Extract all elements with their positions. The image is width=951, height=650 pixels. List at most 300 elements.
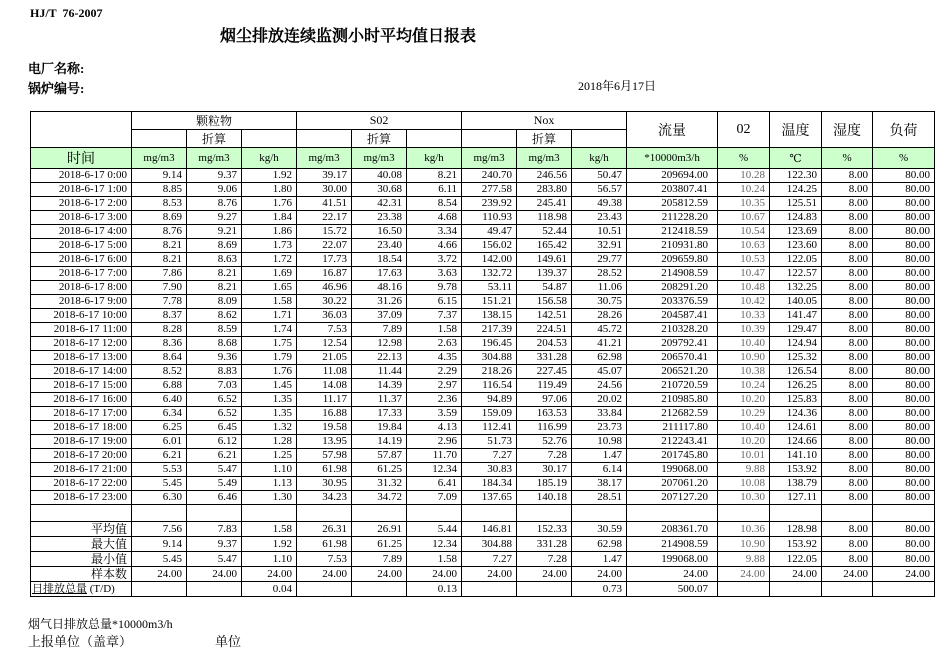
value-cell: 201745.80: [627, 449, 718, 463]
o2-unit-cell: %: [718, 148, 770, 169]
value-cell: [352, 582, 407, 597]
value-cell: 1.84: [242, 211, 297, 225]
standard-number: HJ/T 76-2007: [30, 6, 103, 20]
value-cell: 141.47: [770, 309, 822, 323]
value-cell: 212243.41: [627, 435, 718, 449]
value-cell: 204.53: [517, 337, 572, 351]
value-cell: 22.17: [297, 211, 352, 225]
value-cell: 6.21: [187, 449, 242, 463]
value-cell: 1.32: [242, 421, 297, 435]
value-cell: 28.52: [572, 267, 627, 281]
value-cell: 0.04: [242, 582, 297, 597]
value-cell: 80.00: [873, 323, 935, 337]
value-cell: 211228.20: [627, 211, 718, 225]
value-cell: 61.25: [352, 463, 407, 477]
value-cell: 331.28: [517, 351, 572, 365]
value-cell: 23.40: [352, 239, 407, 253]
value-cell: 277.58: [462, 183, 517, 197]
value-cell: 8.00: [822, 351, 873, 365]
value-cell: 1.58: [407, 552, 462, 567]
value-cell: 10.24: [718, 183, 770, 197]
value-cell: 10.54: [718, 225, 770, 239]
value-cell: 8.64: [132, 351, 187, 365]
value-cell: 10.36: [718, 522, 770, 537]
value-cell: 30.59: [572, 522, 627, 537]
value-cell: 41.51: [297, 197, 352, 211]
value-cell: 10.42: [718, 295, 770, 309]
value-cell: 209792.41: [627, 337, 718, 351]
value-cell: 8.21: [407, 169, 462, 183]
value-cell: 122.30: [770, 169, 822, 183]
data-row: [31, 169, 935, 183]
time-cell: 2018-6-17 23:00: [31, 491, 132, 505]
value-cell: 124.66: [770, 435, 822, 449]
value-cell: 112.41: [462, 421, 517, 435]
empty-cell: [770, 505, 822, 522]
value-cell: 126.25: [770, 379, 822, 393]
value-cell: 10.08: [718, 477, 770, 491]
value-cell: 10.63: [718, 239, 770, 253]
summary-label-cell: 平均值: [31, 522, 132, 537]
value-cell: 122.05: [770, 253, 822, 267]
value-cell: [718, 582, 770, 597]
value-cell: 45.72: [572, 323, 627, 337]
value-cell: 5.47: [187, 552, 242, 567]
value-cell: 8.53: [132, 197, 187, 211]
value-cell: 207061.20: [627, 477, 718, 491]
value-cell: 24.00: [822, 567, 873, 582]
value-cell: 1.69: [242, 267, 297, 281]
value-cell: 37.09: [352, 309, 407, 323]
value-cell: 206521.20: [627, 365, 718, 379]
value-cell: 204587.41: [627, 309, 718, 323]
value-cell: 10.35: [718, 197, 770, 211]
value-cell: 54.87: [517, 281, 572, 295]
value-cell: 1.13: [242, 477, 297, 491]
value-cell: 13.95: [297, 435, 352, 449]
value-cell: 53.11: [462, 281, 517, 295]
value-cell: 3.34: [407, 225, 462, 239]
humidity-unit-cell: %: [822, 148, 873, 169]
value-cell: 80.00: [873, 267, 935, 281]
empty-cell: [572, 130, 627, 148]
value-cell: 94.89: [462, 393, 517, 407]
value-cell: 208361.70: [627, 522, 718, 537]
value-cell: 80.00: [873, 379, 935, 393]
unit-label: 单位: [215, 634, 242, 649]
value-cell: 159.09: [462, 407, 517, 421]
value-cell: 80.00: [873, 463, 935, 477]
value-cell: 80.00: [873, 407, 935, 421]
temperature-header: 温度: [770, 112, 822, 148]
value-cell: 118.98: [517, 211, 572, 225]
value-cell: 10.01: [718, 449, 770, 463]
value-cell: 24.00: [132, 567, 187, 582]
value-cell: 10.90: [718, 537, 770, 552]
humidity-header: 湿度: [822, 112, 873, 148]
value-cell: 12.98: [352, 337, 407, 351]
group-header-nox: Nox: [462, 112, 627, 130]
value-cell: 8.00: [822, 407, 873, 421]
data-row: [31, 449, 935, 463]
value-cell: 12.54: [297, 337, 352, 351]
value-cell: 12.34: [407, 463, 462, 477]
time-cell: 2018-6-17 14:00: [31, 365, 132, 379]
value-cell: 211117.80: [627, 421, 718, 435]
empty-cell: [352, 505, 407, 522]
value-cell: 10.39: [718, 323, 770, 337]
value-cell: [132, 582, 187, 597]
value-cell: 218.26: [462, 365, 517, 379]
value-cell: 8.00: [822, 393, 873, 407]
value-cell: 4.66: [407, 239, 462, 253]
value-cell: 10.20: [718, 393, 770, 407]
plant-name-label: 电厂名称:: [28, 61, 85, 76]
value-cell: 124.36: [770, 407, 822, 421]
group-header-so2: S02: [297, 112, 462, 130]
empty-cell: [407, 130, 462, 148]
value-cell: 7.09: [407, 491, 462, 505]
value-cell: 214908.59: [627, 267, 718, 281]
value-cell: 80.00: [873, 211, 935, 225]
time-cell: 2018-6-17 16:00: [31, 393, 132, 407]
value-cell: 7.27: [462, 552, 517, 567]
value-cell: 62.98: [572, 351, 627, 365]
value-cell: 126.54: [770, 365, 822, 379]
value-cell: [770, 582, 822, 597]
empty-cell: [242, 130, 297, 148]
empty-cell: [297, 505, 352, 522]
value-cell: 8.00: [822, 281, 873, 295]
value-cell: 8.36: [132, 337, 187, 351]
unit-cell: mg/m3: [187, 148, 242, 169]
value-cell: [297, 582, 352, 597]
flow-unit-cell: *10000m3/h: [627, 148, 718, 169]
summary-row: [31, 567, 935, 582]
value-cell: 80.00: [873, 491, 935, 505]
value-cell: 1.65: [242, 281, 297, 295]
value-cell: 12.34: [407, 537, 462, 552]
value-cell: 8.54: [407, 197, 462, 211]
value-cell: 224.51: [517, 323, 572, 337]
value-cell: 15.72: [297, 225, 352, 239]
value-cell: 6.30: [132, 491, 187, 505]
unit-cell: mg/m3: [132, 148, 187, 169]
value-cell: 8.37: [132, 309, 187, 323]
value-cell: 11.44: [352, 365, 407, 379]
value-cell: 1.35: [242, 407, 297, 421]
value-cell: 140.18: [517, 491, 572, 505]
value-cell: 132.25: [770, 281, 822, 295]
time-cell: 2018-6-17 4:00: [31, 225, 132, 239]
time-header-cell: 时间: [31, 148, 132, 169]
value-cell: 9.27: [187, 211, 242, 225]
empty-cell: [31, 505, 132, 522]
value-cell: 8.00: [822, 477, 873, 491]
data-row: [31, 267, 935, 281]
value-cell: 8.69: [132, 211, 187, 225]
value-cell: 30.68: [352, 183, 407, 197]
data-row: [31, 337, 935, 351]
value-cell: 146.81: [462, 522, 517, 537]
value-cell: 80.00: [873, 295, 935, 309]
value-cell: 8.28: [132, 323, 187, 337]
value-cell: 8.00: [822, 552, 873, 567]
value-cell: 1.10: [242, 463, 297, 477]
empty-cell: [873, 505, 935, 522]
value-cell: 140.05: [770, 295, 822, 309]
data-row: [31, 379, 935, 393]
value-cell: 7.86: [132, 267, 187, 281]
value-cell: 1.76: [242, 365, 297, 379]
value-cell: 196.45: [462, 337, 517, 351]
value-cell: 24.00: [572, 567, 627, 582]
value-cell: 208291.20: [627, 281, 718, 295]
value-cell: 6.15: [407, 295, 462, 309]
value-cell: 16.88: [297, 407, 352, 421]
value-cell: 139.37: [517, 267, 572, 281]
value-cell: 19.84: [352, 421, 407, 435]
value-cell: 9.78: [407, 281, 462, 295]
value-cell: 141.10: [770, 449, 822, 463]
value-cell: 9.21: [187, 225, 242, 239]
value-cell: 23.73: [572, 421, 627, 435]
value-cell: 304.88: [462, 351, 517, 365]
time-cell: 2018-6-17 21:00: [31, 463, 132, 477]
value-cell: 22.13: [352, 351, 407, 365]
value-cell: 5.44: [407, 522, 462, 537]
empty-cell: [517, 505, 572, 522]
empty-cell: [132, 505, 187, 522]
value-cell: 5.47: [187, 463, 242, 477]
value-cell: 6.88: [132, 379, 187, 393]
value-cell: 24.56: [572, 379, 627, 393]
value-cell: 125.51: [770, 197, 822, 211]
value-cell: 1.45: [242, 379, 297, 393]
report-date: 2018年6月17日: [578, 79, 657, 93]
time-cell: 2018-6-17 7:00: [31, 267, 132, 281]
value-cell: 10.28: [718, 169, 770, 183]
value-cell: 156.58: [517, 295, 572, 309]
data-row: [31, 211, 935, 225]
value-cell: 1.35: [242, 393, 297, 407]
value-cell: 199068.00: [627, 552, 718, 567]
value-cell: 6.21: [132, 449, 187, 463]
value-cell: 61.98: [297, 463, 352, 477]
value-cell: 239.92: [462, 197, 517, 211]
load-header: 负荷: [873, 112, 935, 148]
value-cell: 42.31: [352, 197, 407, 211]
value-cell: 10.29: [718, 407, 770, 421]
value-cell: 80.00: [873, 225, 935, 239]
value-cell: 122.57: [770, 267, 822, 281]
data-row: [31, 421, 935, 435]
value-cell: 1.28: [242, 435, 297, 449]
value-cell: 5.45: [132, 477, 187, 491]
empty-cell: [242, 505, 297, 522]
value-cell: 5.49: [187, 477, 242, 491]
value-cell: 7.28: [517, 449, 572, 463]
value-cell: 149.61: [517, 253, 572, 267]
value-cell: 1.92: [242, 537, 297, 552]
value-cell: 24.00: [770, 567, 822, 582]
value-cell: 8.62: [187, 309, 242, 323]
value-cell: 214908.59: [627, 537, 718, 552]
value-cell: 80.00: [873, 309, 935, 323]
value-cell: 80.00: [873, 169, 935, 183]
value-cell: 185.19: [517, 477, 572, 491]
value-cell: 40.08: [352, 169, 407, 183]
empty-cell: [462, 130, 517, 148]
value-cell: 49.47: [462, 225, 517, 239]
daily-total-label-suffix: (T/D): [87, 582, 115, 595]
value-cell: 80.00: [873, 183, 935, 197]
value-cell: 39.17: [297, 169, 352, 183]
value-cell: 6.12: [187, 435, 242, 449]
value-cell: 26.91: [352, 522, 407, 537]
value-cell: 8.00: [822, 379, 873, 393]
value-cell: 10.48: [718, 281, 770, 295]
unit-cell: mg/m3: [517, 148, 572, 169]
value-cell: 9.37: [187, 169, 242, 183]
value-cell: 80.00: [873, 449, 935, 463]
value-cell: 212418.59: [627, 225, 718, 239]
value-cell: 31.26: [352, 295, 407, 309]
value-cell: 203376.59: [627, 295, 718, 309]
value-cell: 1.47: [572, 552, 627, 567]
value-cell: 8.00: [822, 435, 873, 449]
summary-row: [31, 522, 935, 537]
value-cell: 17.73: [297, 253, 352, 267]
data-row: [31, 435, 935, 449]
value-cell: 217.39: [462, 323, 517, 337]
value-cell: 210985.80: [627, 393, 718, 407]
value-cell: 8.52: [132, 365, 187, 379]
value-cell: 1.10: [242, 552, 297, 567]
value-cell: 1.30: [242, 491, 297, 505]
value-cell: 6.14: [572, 463, 627, 477]
value-cell: 1.47: [572, 449, 627, 463]
empty-cell: [627, 505, 718, 522]
value-cell: 6.52: [187, 407, 242, 421]
value-cell: 24.00: [873, 567, 935, 582]
empty-cell: [718, 505, 770, 522]
value-cell: 138.79: [770, 477, 822, 491]
value-cell: 29.77: [572, 253, 627, 267]
unit-cell: mg/m3: [297, 148, 352, 169]
time-cell: 2018-6-17 18:00: [31, 421, 132, 435]
value-cell: [822, 582, 873, 597]
value-cell: 8.21: [187, 267, 242, 281]
data-row: [31, 323, 935, 337]
boiler-number-label: 锅炉编号:: [28, 81, 85, 96]
value-cell: 331.28: [517, 537, 572, 552]
value-cell: 80.00: [873, 435, 935, 449]
value-cell: 61.98: [297, 537, 352, 552]
value-cell: 210328.20: [627, 323, 718, 337]
value-cell: 41.21: [572, 337, 627, 351]
value-cell: 28.51: [572, 491, 627, 505]
value-cell: 5.45: [132, 552, 187, 567]
value-cell: 1.92: [242, 169, 297, 183]
value-cell: 24.00: [462, 567, 517, 582]
value-cell: 8.00: [822, 211, 873, 225]
value-cell: 80.00: [873, 281, 935, 295]
value-cell: 116.99: [517, 421, 572, 435]
value-cell: 8.00: [822, 421, 873, 435]
value-cell: 151.21: [462, 295, 517, 309]
value-cell: 17.33: [352, 407, 407, 421]
daily-total-label-cell: [31, 582, 132, 597]
value-cell: 2.36: [407, 393, 462, 407]
empty-cell: [407, 505, 462, 522]
time-cell: 2018-6-17 8:00: [31, 281, 132, 295]
value-cell: 210720.59: [627, 379, 718, 393]
value-cell: 212682.59: [627, 407, 718, 421]
value-cell: 34.72: [352, 491, 407, 505]
value-cell: 304.88: [462, 537, 517, 552]
converted-label: 折算: [352, 130, 407, 148]
value-cell: 10.38: [718, 365, 770, 379]
value-cell: 8.00: [822, 365, 873, 379]
value-cell: 52.76: [517, 435, 572, 449]
value-cell: 24.00: [718, 567, 770, 582]
value-cell: 153.92: [770, 463, 822, 477]
value-cell: 80.00: [873, 522, 935, 537]
data-row: [31, 197, 935, 211]
value-cell: 51.73: [462, 435, 517, 449]
value-cell: 10.40: [718, 337, 770, 351]
data-row: [31, 183, 935, 197]
empty-cell: [822, 505, 873, 522]
value-cell: 10.51: [572, 225, 627, 239]
value-cell: 1.86: [242, 225, 297, 239]
value-cell: 8.76: [132, 225, 187, 239]
value-cell: 10.30: [718, 491, 770, 505]
data-row: [31, 477, 935, 491]
value-cell: 30.22: [297, 295, 352, 309]
value-cell: 80.00: [873, 537, 935, 552]
value-cell: 7.90: [132, 281, 187, 295]
value-cell: 184.34: [462, 477, 517, 491]
value-cell: 38.17: [572, 477, 627, 491]
value-cell: 1.76: [242, 197, 297, 211]
converted-label: 折算: [187, 130, 242, 148]
value-cell: 8.00: [822, 183, 873, 197]
time-cell: 2018-6-17 15:00: [31, 379, 132, 393]
value-cell: 24.00: [627, 567, 718, 582]
value-cell: 30.95: [297, 477, 352, 491]
value-cell: 80.00: [873, 197, 935, 211]
value-cell: 240.70: [462, 169, 517, 183]
value-cell: 1.58: [407, 323, 462, 337]
value-cell: 209694.00: [627, 169, 718, 183]
value-cell: 9.36: [187, 351, 242, 365]
value-cell: 24.00: [407, 567, 462, 582]
header-row-units: [31, 148, 935, 169]
value-cell: 22.07: [297, 239, 352, 253]
value-cell: 8.00: [822, 253, 873, 267]
value-cell: 80.00: [873, 421, 935, 435]
value-cell: 10.20: [718, 435, 770, 449]
header-row-groups: [31, 112, 935, 130]
group-header-particulate: 颗粒物: [132, 112, 297, 130]
value-cell: 26.31: [297, 522, 352, 537]
value-cell: 6.45: [187, 421, 242, 435]
value-cell: 199068.00: [627, 463, 718, 477]
value-cell: 3.59: [407, 407, 462, 421]
value-cell: 61.25: [352, 537, 407, 552]
